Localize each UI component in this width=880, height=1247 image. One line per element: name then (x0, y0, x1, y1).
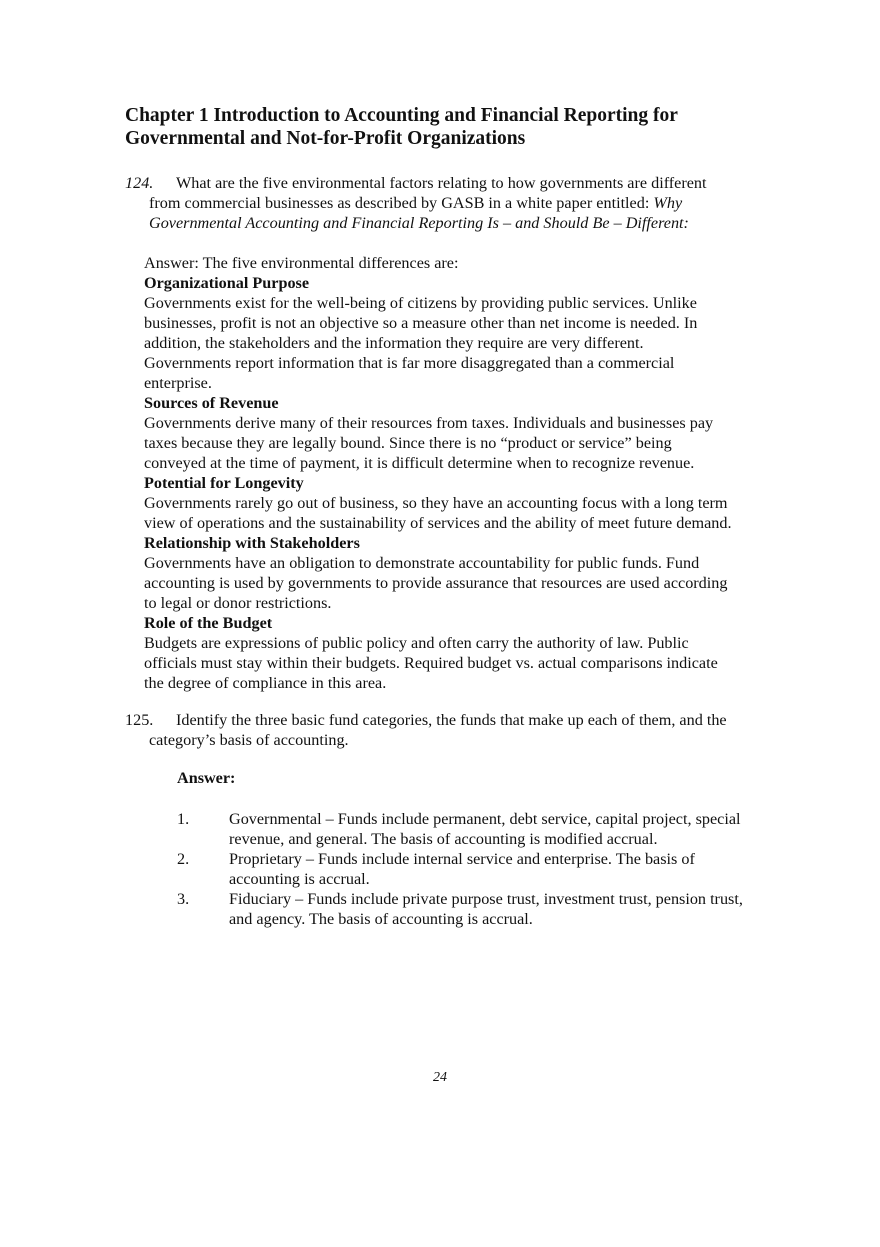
list-item-text-line: Proprietary – Funds include internal service and enterprise. The basis of (229, 850, 695, 868)
section-text-line: view of operations and the sustainability of services and the ability of meet future demand. (144, 514, 732, 532)
answer-124 (144, 253, 824, 693)
fund-list-item (177, 889, 817, 929)
question-124 (125, 173, 825, 233)
question-number: 125. (125, 711, 154, 729)
section-text-line: Governments derive many of their resources from taxes. Individuals and businesses pay (144, 414, 714, 432)
section-heading: Sources of Revenue (144, 394, 279, 412)
list-item-text-line: and agency. The basis of accounting is accrual. (229, 910, 533, 928)
section-text-line: enterprise. (144, 374, 212, 392)
paper-title: Why (653, 194, 683, 212)
section-text-line: to legal or donor restrictions. (144, 594, 332, 612)
section-text-line: taxes because they are legally bound. Since there is no “product or service” being (144, 434, 672, 452)
question-124-line-1 (125, 173, 825, 193)
paper-title: Governmental Accounting and Financial Reporting Is – and Should Be – Different: (149, 214, 689, 232)
question-125-line-2: category’s basis of accounting. (149, 731, 349, 749)
section-heading: Potential for Longevity (144, 474, 304, 492)
section-text-line: Governments have an obligation to demonstrate accountability for public funds. Fund (144, 554, 700, 572)
list-item-text-line: revenue, and general. The basis of accounting is modified accrual. (229, 830, 658, 848)
list-item-number: 1. (177, 810, 190, 828)
question-number: 124. (125, 174, 154, 192)
question-text: What are the five environmental factors relating to how governments are different (176, 174, 707, 192)
list-item-text-line: Governmental – Funds include permanent, debt service, capital project, special (229, 810, 741, 828)
question-text: from commercial businesses as described by GASB in a white paper entitled: (149, 194, 654, 212)
section-heading: Relationship with Stakeholders (144, 534, 360, 552)
answer-sections (144, 273, 824, 693)
section-text-line: Governments rarely go out of business, so they have an accounting focus with a long term (144, 494, 728, 512)
question-text: Identify the three basic fund categories, the funds that make up each of them, and the (176, 711, 727, 729)
section-text-line: Budgets are expressions of public policy and often carry the authority of law. Public (144, 634, 689, 652)
question-125-line-1 (125, 710, 825, 730)
question-125 (125, 710, 825, 750)
question-124-line-3 (125, 213, 825, 233)
chapter-title-line-1: Chapter 1 Introduction to Accounting and Financial Reporting for (125, 105, 678, 126)
section-text-line: businesses, profit is not an objective so a measure other than net income is needed. In (144, 314, 698, 332)
fund-list-item (177, 849, 817, 889)
answer-intro: Answer: The five environmental differences are: (144, 254, 459, 272)
list-item-text-line: accounting is accrual. (229, 870, 370, 888)
chapter-title (125, 104, 825, 150)
section-text-line: Governments report information that is far more disaggregated than a commercial (144, 354, 675, 372)
fund-category-list (177, 809, 817, 929)
list-item-number: 3. (177, 890, 190, 908)
page-number: 24 (433, 1070, 447, 1085)
list-item-text-line: Fiduciary – Funds include private purpose trust, investment trust, pension trust, (229, 890, 743, 908)
section-text-line: addition, the stakeholders and the information they require are very different. (144, 334, 644, 352)
list-item-number: 2. (177, 850, 190, 868)
fund-list-item (177, 809, 817, 849)
section-text-line: conveyed at the time of payment, it is difficult determine when to recognize revenue. (144, 454, 695, 472)
section-text-line: Governments exist for the well-being of citizens by providing public services. Unlike (144, 294, 697, 312)
answer-label: Answer: (177, 769, 236, 787)
chapter-title-line-2: Governmental and Not-for-Profit Organizations (125, 128, 526, 149)
section-text-line: accounting is used by governments to provide assurance that resources are used according (144, 574, 728, 592)
question-124-line-2 (125, 193, 825, 213)
section-text-line: the degree of compliance in this area. (144, 674, 387, 692)
section-heading: Organizational Purpose (144, 274, 310, 292)
section-heading: Role of the Budget (144, 614, 273, 632)
section-text-line: officials must stay within their budgets. Required budget vs. actual comparisons indicate (144, 654, 718, 672)
